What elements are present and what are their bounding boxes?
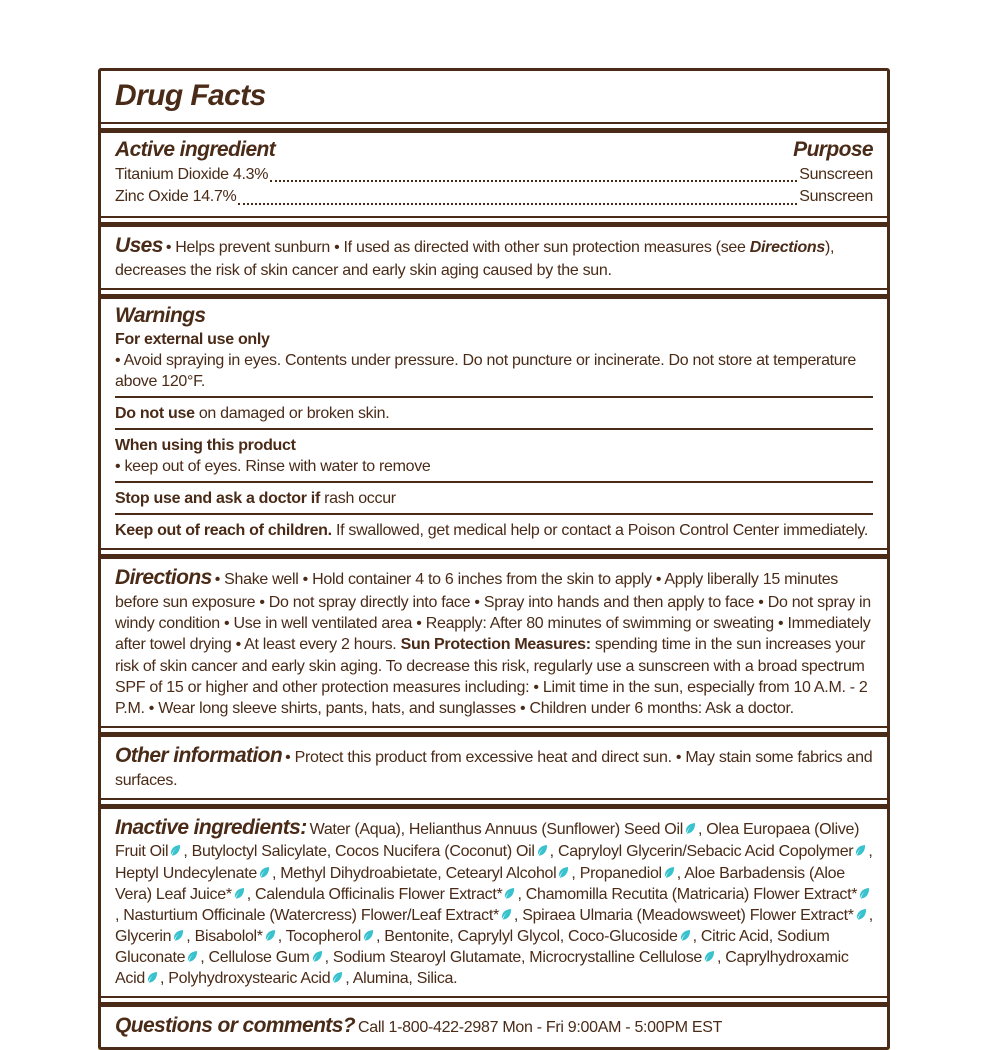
purpose-heading: Purpose: [793, 138, 873, 161]
leaf-icon: [146, 971, 159, 984]
ingredient-name: Zinc Oxide 14.7%: [115, 188, 237, 206]
page-title: Drug Facts: [115, 79, 266, 112]
active-ingredient-row: [115, 164, 873, 186]
text-run: , Methyl Dihydroabietate, Cetearyl Alcohol: [271, 864, 557, 882]
section-active-ingredient: [101, 133, 887, 216]
ingredient-purpose: Sunscreen: [799, 166, 873, 183]
text-run: , Calendula Officinalis Flower Extract*: [246, 885, 503, 903]
section-divider: [101, 216, 887, 227]
directions-text: [115, 571, 871, 716]
text-run: ), decreases the risk of skin cancer and early skin aging caused by the sun.: [115, 238, 835, 279]
text-run: When using this product: [115, 437, 296, 455]
text-run: , Olea Europaea (Olive) Fruit Oil: [115, 820, 860, 861]
warnings-block: [115, 403, 873, 424]
other-information-paragraph: [115, 742, 873, 791]
section-divider: [101, 548, 887, 559]
leaf-icon: [503, 887, 516, 900]
text-run: • Helps prevent sunburn • If used as directed with other sun protection measures (see: [165, 238, 750, 256]
leaf-icon: [684, 822, 697, 835]
warnings-block: [115, 435, 873, 456]
text-run: Water (Aqua), Helianthus Annuus (Sunflower) Seed Oil: [309, 820, 683, 838]
section-other-information: [101, 737, 887, 798]
warnings-rule: [115, 428, 873, 430]
warnings-block: [115, 329, 873, 350]
leaf-icon: [663, 866, 676, 879]
leaf-icon: [854, 844, 867, 857]
warnings-rule: [115, 396, 873, 398]
active-ingredient-heading: Active ingredient: [115, 138, 276, 161]
text-run: Keep out of reach of children.: [115, 522, 332, 540]
text-run: , Alumina, Silica.: [345, 970, 458, 988]
leaf-icon: [172, 929, 185, 942]
text-run: , Cellulose Gum: [200, 948, 310, 966]
warnings-rule: [115, 481, 873, 483]
text-run: • Shake well • Hold container 4 to 6 inches from the skin to apply • Apply liberally 15 minutes before sun exposure • Do not spray directly into face • Spray into hands and then apply to face • Do not spray in windy condition • Use in well ventilated area • Reapply: After 80 minutes of swimming or sweating • Immediately after towel drying • At least every 2 hours.: [115, 571, 871, 654]
directions-heading: Directions: [115, 566, 212, 590]
text-run: Stop use and ask a doctor if: [115, 490, 320, 508]
text-run: , Nasturtium Officinale (Watercress) Flower/Leaf Extract*: [115, 906, 499, 924]
text-run: , Citric Acid, Sodium Gluconate: [115, 927, 830, 966]
uses-heading: Uses: [115, 233, 163, 257]
text-run: , Sodium Stearoyl Glutamate, Microcrystalline Cellulose: [324, 948, 703, 966]
uses-paragraph: [115, 232, 873, 281]
text-run: , Spiraea Ulmaria (Meadowsweet) Flower Extract*: [513, 906, 854, 924]
uses-text: [115, 239, 834, 279]
section-inactive-ingredients: [101, 809, 887, 996]
text-run: If swallowed, get medical help or contact a Poison Control Center immediately.: [331, 522, 869, 540]
text-run: Call 1-800-422-2987 Mon - Fri 9:00AM - 5:00PM EST: [358, 1019, 723, 1037]
text-run: , Caprylhydroxamic Acid: [115, 948, 849, 988]
active-ingredient-rows: [115, 164, 873, 209]
leaf-icon: [536, 844, 549, 857]
inactive-ingredients-paragraph: [115, 814, 873, 989]
warnings-block: [115, 350, 873, 392]
leaf-icon: [169, 844, 182, 857]
section-warnings: [101, 299, 887, 549]
section-title: [101, 71, 887, 122]
warnings-block: [115, 488, 873, 509]
leaf-icon: [258, 866, 271, 879]
dotted-leader: [270, 180, 797, 182]
text-run: rash occur: [319, 490, 396, 508]
leaf-icon: [362, 929, 375, 942]
ingredient-name: Titanium Dioxide 4.3%: [115, 166, 269, 183]
directions-paragraph: [115, 564, 873, 718]
leaf-icon: [331, 971, 344, 984]
section-directions: [101, 559, 887, 725]
text-run: Do not use: [115, 404, 195, 422]
section-divider: [101, 726, 887, 737]
leaf-icon: [264, 929, 277, 942]
section-questions: [101, 1007, 887, 1047]
dotted-leader: [238, 203, 797, 205]
text-run: • Protect this product from excessive heat and direct sun. • May stain some fabrics and surfaces.: [115, 748, 873, 789]
leaf-icon: [858, 887, 871, 900]
drug-facts-label: [98, 68, 890, 1050]
text-run: , Bentonite, Caprylyl Glycol, Coco-Glucoside: [376, 927, 678, 945]
inactive-ingredients-text: [115, 821, 873, 987]
questions-heading: Questions or comments?: [115, 1014, 356, 1038]
other-information-heading: Other information: [115, 743, 283, 767]
ingredient-purpose: Sunscreen: [799, 188, 873, 206]
section-divider: [101, 798, 887, 809]
warnings-heading: Warnings: [115, 303, 206, 327]
text-run: • Avoid spraying in eyes. Contents under pressure. Do not puncture or incinerate. Do not store at temperature above 120°F.: [115, 351, 857, 390]
leaf-icon: [557, 866, 570, 879]
text-run: , Heptyl Undecylenate: [115, 843, 873, 882]
active-ingredient-header: [115, 138, 873, 162]
inactive-ingredients-heading: Inactive ingredients:: [115, 815, 307, 839]
text-run: Directions: [749, 238, 826, 256]
questions-text: [358, 1019, 722, 1036]
text-run: , Glycerin: [115, 906, 873, 945]
text-run: , Polyhydroxystearic Acid: [159, 970, 331, 988]
text-run: , Propanediol: [571, 864, 662, 882]
warnings-blocks: [115, 329, 873, 542]
warnings-block: [115, 520, 873, 541]
section-uses: [101, 227, 887, 288]
section-divider: [101, 996, 887, 1007]
warnings-block: [115, 456, 873, 477]
leaf-icon: [233, 887, 246, 900]
text-run: , Butyloctyl Salicylate, Cocos Nucifera (Coconut) Oil: [183, 843, 535, 861]
text-run: For external use only: [115, 330, 270, 348]
text-run: , Capryloyl Glycerin/Sebacic Acid Copolymer: [549, 843, 854, 861]
questions-paragraph: [115, 1012, 873, 1040]
section-divider: [101, 122, 887, 133]
text-run: Sun Protection Measures:: [400, 636, 591, 654]
warnings-rule: [115, 513, 873, 515]
leaf-icon: [855, 908, 868, 921]
text-run: , Tocopherol: [277, 927, 362, 945]
text-run: on damaged or broken skin.: [194, 404, 390, 422]
text-run: , Bisabolol*: [186, 927, 263, 945]
active-ingredient-row: [115, 186, 873, 208]
text-run: • keep out of eyes. Rinse with water to remove: [115, 458, 431, 476]
leaf-icon: [703, 950, 716, 963]
text-run: spending time in the sun increases your risk of skin cancer and early skin aging. To decrease this risk, regularly use a sunscreen with a broad spectrum SPF of 15 or higher and other protection measures including: • Limit time in the sun, especially from 10 A.M. - 2 P.M. • Wear long sleeve shirts, pants, hats, and sunglasses • Children under 6 months: Ask a doctor.: [115, 636, 868, 717]
leaf-icon: [679, 929, 692, 942]
leaf-icon: [500, 908, 513, 921]
text-run: , Chamomilla Recutita (Matricaria) Flower Extract*: [517, 885, 858, 903]
leaf-icon: [186, 950, 199, 963]
text-run: , Aloe Barbadensis (Aloe Vera) Leaf Juice*: [115, 864, 845, 903]
section-divider: [101, 288, 887, 299]
leaf-icon: [311, 950, 324, 963]
